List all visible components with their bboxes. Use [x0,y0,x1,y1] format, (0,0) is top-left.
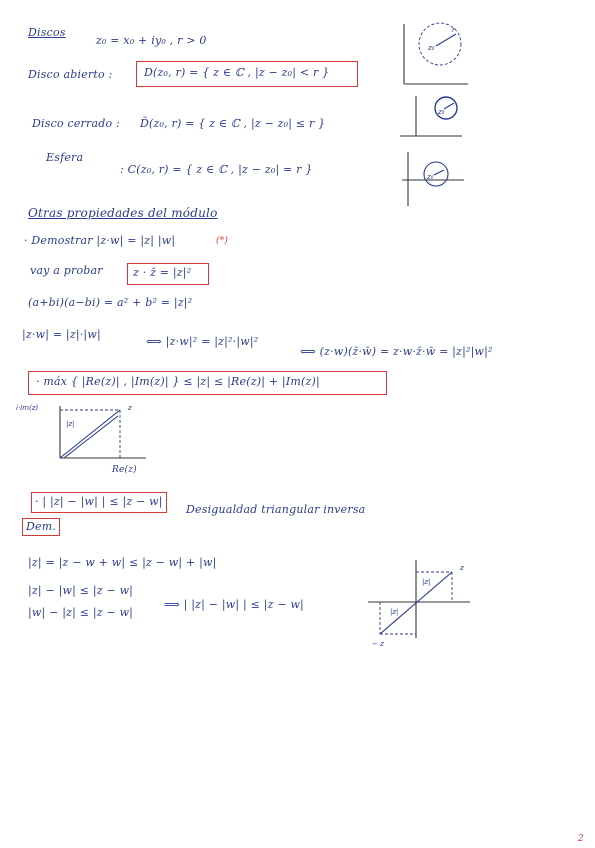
step-conjugates: ⟺ (z·w)(z̄·w̄) = z·w·z̄·w̄ = |z|²|w|² [300,345,493,358]
discos-title: Discos [28,26,66,39]
sphere-label: Esfera [46,151,84,164]
step-left: |z·w| = |z|·|w| [22,328,101,341]
graph2-lower-modulus: |z| [390,608,399,616]
section-title: Otras propiedades del módulo [28,206,218,220]
closed-disc-figure [398,94,468,144]
graph1-x-axis-label: Re(z) [112,465,137,475]
dem-line-2: |z| − |w| ≤ |z − w| [28,584,134,597]
reverse-inequality: · | |z| − |w| | ≤ |z − w| [35,495,163,508]
page-number: 2 [578,834,584,844]
property-mark: (*) [216,236,229,246]
closed-disc-formula: D̄(z₀, r) = { z ∈ ℂ , |z − z₀| ≤ r } [140,117,326,130]
max-inequality: · máx { |Re(z)| , |Im(z)| } ≤ |z| ≤ |Re(z)| + |Im(z)| [36,375,320,388]
graph2-z-label: z [460,564,464,572]
open-disc-figure [392,20,472,100]
step-squared: ⟺ |z·w|² = |z|²·|w|² [146,335,259,348]
sphere-center-label: z₀ [427,173,434,181]
open-disc-formula: D(z₀, r) = { z ∈ ℂ , |z − z₀| < r } [144,66,330,79]
property-multiplicative: · Demostrar |z·w| = |z| |w| [24,234,176,247]
sphere-figure [398,150,468,210]
graph1-modulus-label: |z| [66,420,75,428]
closed-disc-center-label: z₀ [438,108,445,116]
dem-conclusion: ⟹ | |z| − |w| | ≤ |z − w| [164,598,304,611]
center-definition: z₀ = x₀ + iy₀ , r > 0 [96,34,207,47]
dem-label: Dem. [26,520,57,533]
conjugate-identity-boxed: z · z̄ = |z|² [133,266,192,279]
closed-disc-label: Disco cerrado : [32,117,120,130]
open-disc-radius-label: r [452,26,455,34]
graph1-y-axis-label: i·Im(z) [16,404,39,412]
open-disc-label: Disco abierto : [28,68,113,81]
hint-text: vay a probar [30,264,103,277]
open-disc-center-label: z₀ [428,44,435,52]
dem-line-1: |z| = |z − w + w| ≤ |z − w| + |w| [28,556,217,569]
reverse-inequality-label: Desigualdad triangular inversa [186,503,366,516]
reverse-inequality-graph [366,558,476,658]
graph2-upper-modulus: |z| [422,578,431,586]
conjugate-expansion: (a+bi)(a−bi) = a² + b² = |z|² [28,296,193,309]
graph1-point-label: z [128,404,132,412]
sphere-formula: : C(z₀, r) = { z ∈ ℂ , |z − z₀| = r } [120,163,313,176]
graph2-minus-z-label: − z [372,640,384,648]
dem-line-3: |w| − |z| ≤ |z − w| [28,606,134,619]
